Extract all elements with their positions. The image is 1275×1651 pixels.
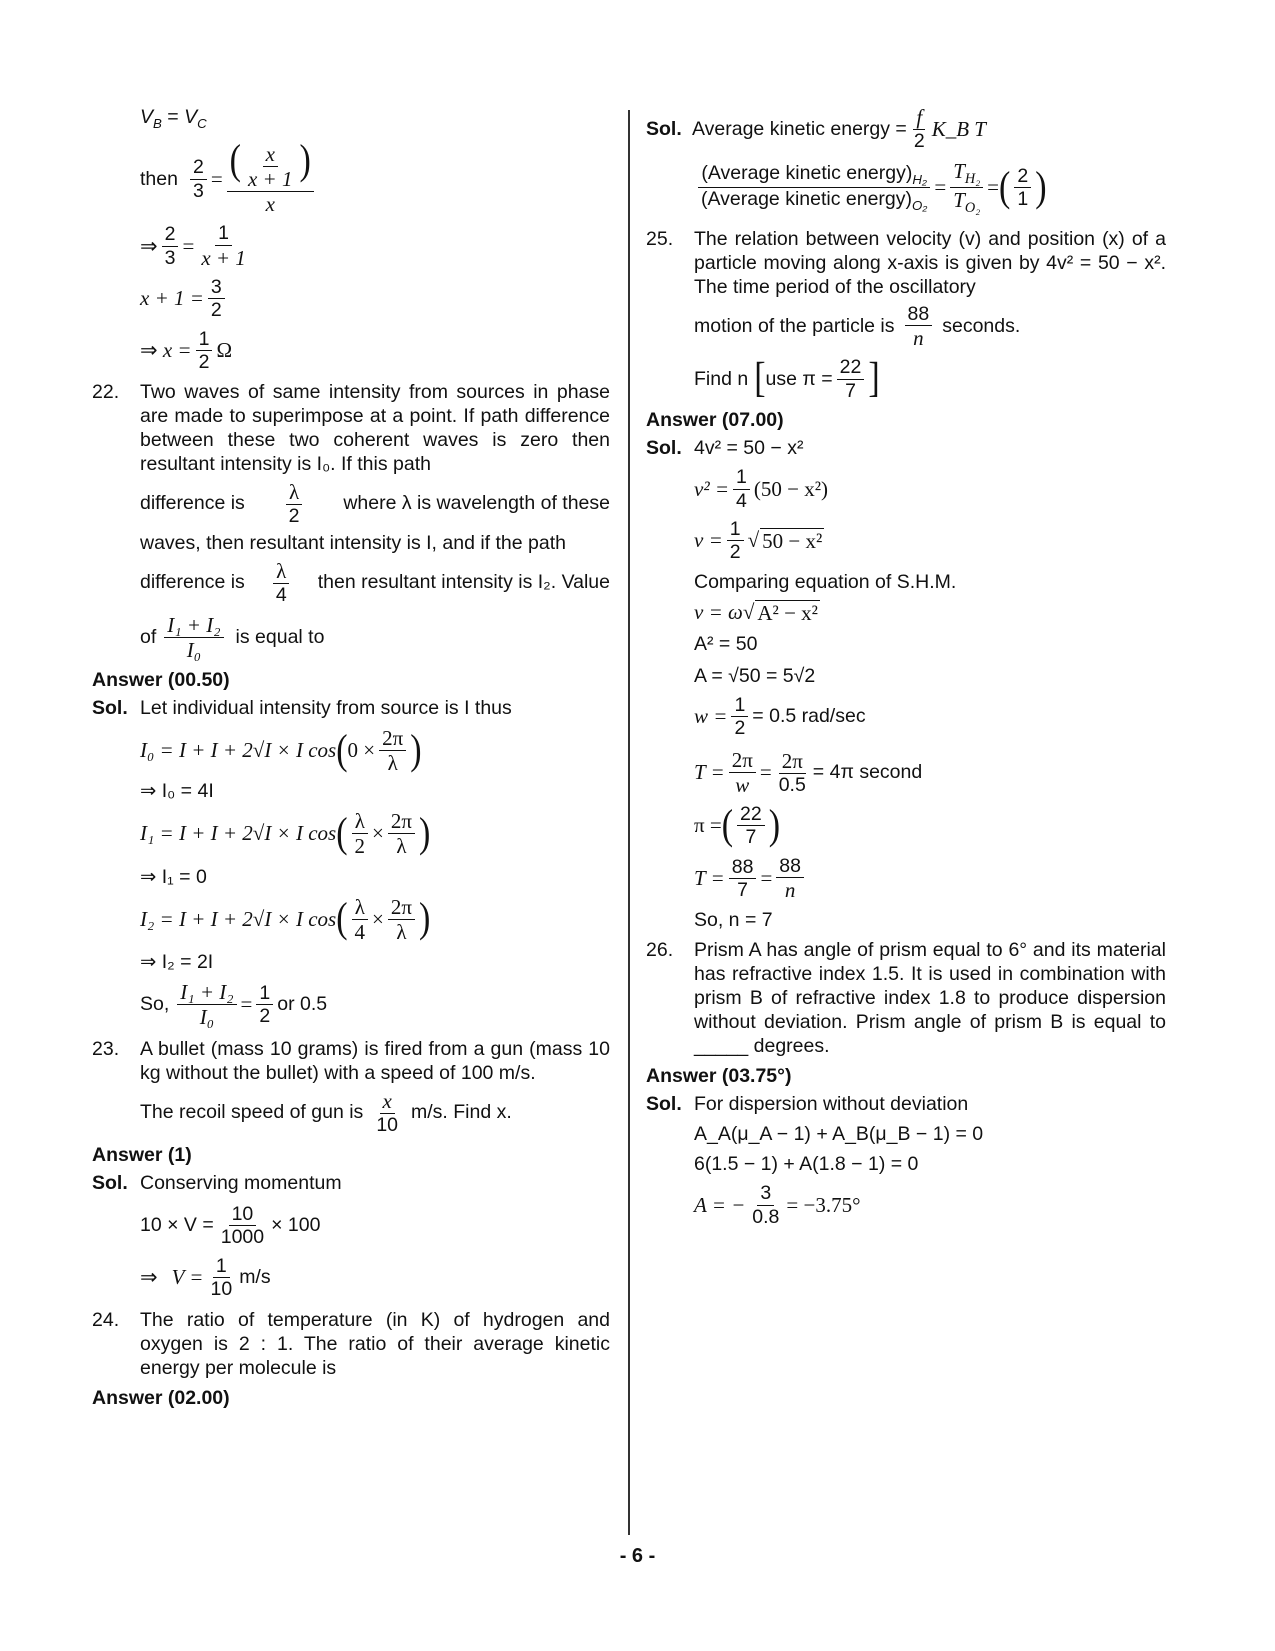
v-root: v = $\frac{1}{2}$ √ 50 − x² bbox=[694, 518, 823, 564]
question-22: 22. Two waves of same intensity from sources in phase are made to superimpose at a point. If path difference between these two coherent waves is zero then resultant intensity is I₀. If this path bbox=[92, 380, 610, 475]
momentum-equation: 10 × V = $\frac{10}{1000}$ × 100 bbox=[140, 1202, 321, 1249]
velocity-result: ⇒ V = $\frac{1}{10}$ m/s bbox=[140, 1254, 271, 1300]
eq-i0: I₀ = I + I + 2√I × I cos ( 0 × $\frac{2\pi}{\lambda}$ ) bbox=[140, 725, 422, 776]
question-number: 26. bbox=[646, 939, 674, 962]
pi-value: π = ( 22 7 ) bbox=[694, 802, 781, 849]
question-23: 23. A bullet (mass 10 grams) is fired from a gun (mass 10 kg without the bullet) with a speed of 100 m/s. bbox=[92, 1038, 610, 1085]
solution-23: Sol. Conserving momentum bbox=[92, 1171, 342, 1194]
question-24: 24. The ratio of temperature (in K) of hydrogen and oxygen is 2 : 1. The ratio of their average kinetic energy per molecule is bbox=[92, 1309, 610, 1380]
step-two-thirds: ⇒ $\frac{2}{3}$ = $\frac{1}{x + 1}$ bbox=[140, 222, 246, 270]
question-25: 25. The relation between velocity (v) and position (x) of a particle moving along x-axis is given by 4v² = 50 − x². The time period of the oscillatory bbox=[646, 227, 1166, 298]
q22-line-d: difference is λ 4 then resultant intensity is I₂. Value bbox=[140, 559, 610, 607]
omega: w = $\frac{1}{2}$ = 0.5 rad/sec bbox=[694, 693, 866, 740]
column-divider bbox=[628, 110, 630, 1535]
result-i2: ⇒ I₂ = 2I bbox=[140, 950, 214, 973]
answer-25: Answer (07.00) bbox=[646, 409, 784, 432]
solution-24: Sol. Average kinetic energy = $\frac{f}{2}$ K_B T bbox=[646, 105, 986, 153]
prism-angle-result: A = − $\frac{3}{0.8}$ = −3.75° bbox=[694, 1182, 861, 1228]
period: T = $\frac{2\pi}{w}$ = $\frac{2\pi}{0.5}$ = 4π second bbox=[694, 747, 923, 797]
dispersion-condition: A_A(μ_A − 1) + A_B(μ_B − 1) = 0 bbox=[694, 1123, 984, 1146]
q25-line-b: motion of the particle is 88 n seconds. bbox=[694, 302, 1021, 351]
v-squared: v² = $\frac{1}{4}$ (50 − x²) bbox=[694, 466, 829, 512]
vb-vc-line: $V_B = V_C$ bbox=[140, 106, 207, 131]
final-ratio: So, $\frac{\text{I₁ + I₂}}{\text{I₀}}$ = $\frac{1}{2}$ or 0.5 bbox=[140, 979, 328, 1029]
question-number: 24. bbox=[92, 1309, 120, 1332]
kinetic-energy-ratio: (Average kinetic $energy)_{H_2}$ (Average kinetic $energy)_{O_2}$ = $\frac{T_{H_2}}{T_{O_2}}$ = ( 2 1 ) bbox=[646, 159, 1166, 217]
answer-22: Answer (00.50) bbox=[92, 668, 230, 691]
solution-26: Sol. For dispersion without deviation bbox=[646, 1093, 969, 1116]
q22-line-c: waves, then resultant intensity is I, and if the path bbox=[140, 532, 566, 555]
q25-find-n: Find n [ use π = $\frac{22}{7}$ ] bbox=[694, 355, 880, 402]
step-x-result: ⇒ x = $\frac{1}{2}$ Ω bbox=[140, 327, 233, 374]
question-number: 22. bbox=[92, 380, 120, 403]
q23-line-b: The recoil speed of gun is x 10 m/s. Find x. bbox=[140, 1089, 512, 1137]
solution-25: Sol. 4v² = 50 − x² bbox=[646, 437, 804, 460]
n-result: So, n = 7 bbox=[694, 909, 773, 932]
eq-i1: I₁ = I + I + 2√I × I cos ( $\frac{\lambda}{2}$ × $\frac{2\pi}{\lambda}$ ) bbox=[140, 809, 431, 859]
result-i1: ⇒ I₁ = 0 bbox=[140, 865, 207, 888]
compare-shm: Comparing equation of S.H.M. bbox=[694, 570, 957, 593]
q22-line-b: difference is λ 2 where λ is wavelength of these bbox=[140, 479, 610, 527]
left-column bbox=[92, 105, 610, 1412]
ratio-equation: then $\frac{2}{3}$ = ( $\frac{x}{x + 1}$ ) x bbox=[92, 142, 610, 216]
eq-i2: I₂ = I + I + 2√I × I cos ( $\frac{\lambda}{4}$ × $\frac{2\pi}{\lambda}$ ) bbox=[140, 894, 431, 944]
question-number: 25. bbox=[646, 227, 674, 250]
answer-24: Answer (02.00) bbox=[92, 1387, 230, 1410]
step-x-plus-one: x + 1 = $\frac{3}{2}$ bbox=[92, 276, 610, 322]
amplitude: A = √50 = 5√2 bbox=[694, 664, 816, 687]
question-number: 23. bbox=[92, 1038, 120, 1061]
answer-26: Answer (03.75°) bbox=[646, 1065, 792, 1088]
answer-23: Answer (1) bbox=[92, 1143, 192, 1166]
page-number: - 6 - bbox=[619, 1545, 656, 1567]
dispersion-substitution: 6(1.5 − 1) + A(1.8 − 1) = 0 bbox=[694, 1153, 919, 1176]
amplitude-squared: A² = 50 bbox=[694, 632, 758, 655]
period-n: T = $\frac{88}{7}$ = $\frac{88}{n}$ bbox=[646, 855, 1166, 903]
result-i0: ⇒ I₀ = 4I bbox=[140, 780, 214, 803]
question-26: 26. Prism A has angle of prism equal to 6° and its material has refractive index 1.5. It is used in combination with prism B of refractive index 1.8 to produce dispersion without deviation. Prism angle of prism B is equal to _____ degrees. bbox=[646, 939, 1166, 1058]
solution-22: Sol. Let individual intensity from source is I thus bbox=[92, 696, 512, 719]
right-column bbox=[646, 105, 1166, 1228]
q22-line-e: of I₁ + I₂ I₀ is equal to bbox=[140, 612, 325, 662]
shm-equation: v = ω √ A² − x² bbox=[694, 600, 818, 625]
